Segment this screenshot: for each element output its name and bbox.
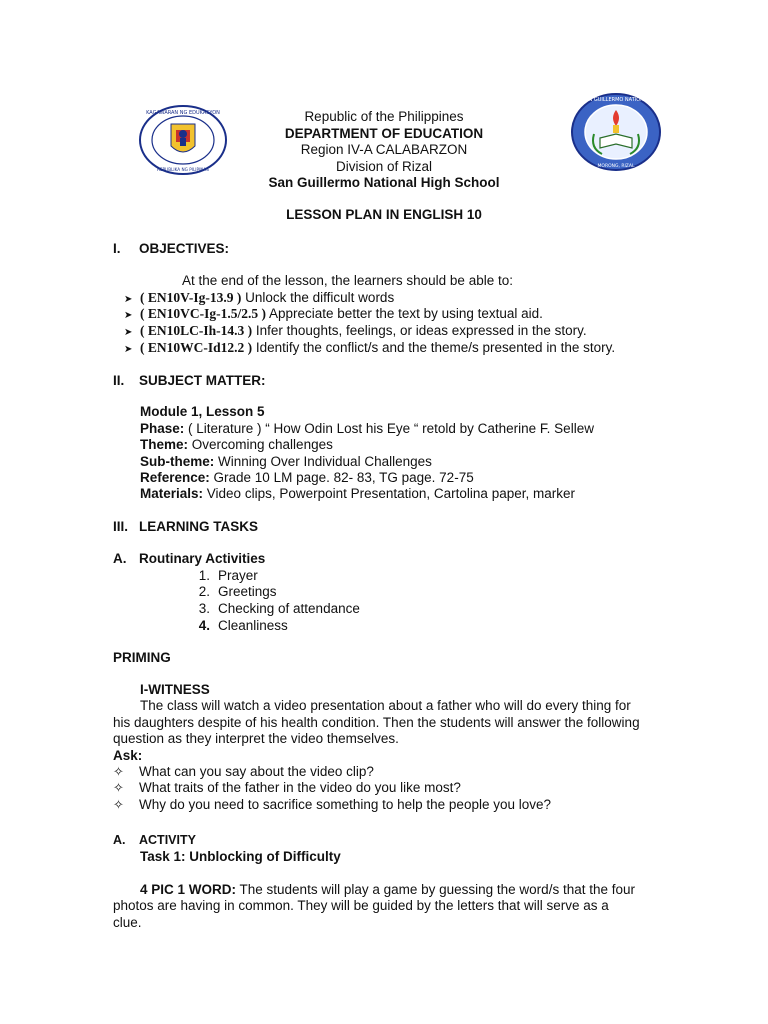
reference-label: Reference: <box>140 470 210 485</box>
subsection-letter: A. <box>113 551 127 566</box>
question-item <box>113 764 374 781</box>
arrow-bullet-icon: ➤ <box>124 344 133 355</box>
materials-label: Materials: <box>140 486 204 501</box>
arrow-bullet-icon: ➤ <box>124 294 133 305</box>
game-text-line: photos are having in common. They will be guided by the letters that will serve as a <box>113 898 609 913</box>
item-number: 1. <box>198 568 210 583</box>
section-title: SUBJECT MATTER: <box>139 373 266 388</box>
priming-text-line: The class will watch a video presentation about a father who will do every thing for <box>140 698 631 713</box>
item-number: 4. <box>198 618 210 633</box>
objective-text: Infer thoughts, feelings, or ideas expressed in the story. <box>252 323 587 338</box>
svg-text:KAGAWARAN NG EDUKASYON: KAGAWARAN NG EDUKASYON <box>146 110 220 116</box>
priming-text-line: question as they interpret the video themselves. <box>113 731 399 746</box>
theme-value: Overcoming challenges <box>188 437 333 452</box>
subsection-letter: A. <box>113 833 126 847</box>
diamond-bullet-icon: ✧ <box>113 780 124 795</box>
objectives-intro: At the end of the lesson, the learners should be able to: <box>182 273 513 288</box>
section-subject-matter-heading <box>113 373 266 390</box>
priming-text-line: his daughters despite of his health condition. Then the students will answer the following <box>113 715 640 730</box>
task-heading: Task 1: Unblocking of Difficulty <box>140 849 341 864</box>
objective-text: Identify the conflict/s and the theme/s presented in the story. <box>252 340 616 355</box>
diamond-bullet-icon: ✧ <box>113 764 124 779</box>
objective-code: ( EN10VC-Ig-1.5/2.5 ) <box>140 306 266 321</box>
svg-text:MORONG, RIZAL: MORONG, RIZAL <box>597 164 635 169</box>
objective-code: ( EN10LC-Ih-14.3 ) <box>140 323 253 338</box>
objective-text: Appreciate better the text by using textual aid. <box>266 306 543 321</box>
question-item <box>113 797 551 814</box>
document-header <box>200 109 568 192</box>
activity-heading <box>113 832 196 849</box>
game-text-line <box>140 882 635 899</box>
subtheme-label: Sub-theme: <box>140 454 215 469</box>
question-text: What traits of the father in the video do you like most? <box>139 780 461 795</box>
routinary-heading <box>113 551 265 568</box>
section-number: III. <box>113 519 129 534</box>
header-republic: Republic of the Philippines <box>304 109 464 124</box>
objective-code: ( EN10WC-Id12.2 ) <box>140 340 253 355</box>
item-number: 2. <box>198 584 210 599</box>
module-label: Module 1, Lesson 5 <box>140 404 265 419</box>
item-text: Cleanliness <box>218 618 288 633</box>
subsection-title: ACTIVITY <box>139 833 196 847</box>
subsection-title: Routinary Activities <box>139 551 266 566</box>
section-title: LEARNING TASKS <box>139 519 259 534</box>
theme-line <box>140 437 333 454</box>
ask-label: Ask: <box>113 748 143 763</box>
arrow-bullet-icon: ➤ <box>124 327 133 338</box>
header-region: Region IV-A CALABARZON <box>300 142 468 157</box>
reference-value: Grade 10 LM page. 82- 83, TG page. 72-75 <box>209 470 474 485</box>
priming-heading: PRIMING <box>113 650 171 665</box>
reference-line <box>140 470 474 487</box>
subtheme-value: Winning Over Individual Challenges <box>214 454 432 469</box>
item-text: Greetings <box>218 584 277 599</box>
phase-line <box>140 421 594 438</box>
question-item <box>113 780 461 797</box>
section-number: I. <box>113 241 121 256</box>
routinary-item <box>188 584 277 601</box>
objective-text: Unlock the difficult words <box>241 290 395 305</box>
objective-item <box>124 306 543 325</box>
phase-value: ( Literature ) “ How Odin Lost his Eye “ retold by Catherine F. Sellew <box>184 421 594 436</box>
routinary-item <box>188 601 360 618</box>
lesson-plan-title: LESSON PLAN IN ENGLISH 10 <box>286 207 482 222</box>
objective-item <box>124 323 587 342</box>
i-witness-heading: I-WITNESS <box>140 682 210 697</box>
objective-code: ( EN10V-Ig-13.9 ) <box>140 290 242 305</box>
school-seal-logo <box>570 92 662 172</box>
theme-label: Theme: <box>140 437 189 452</box>
routinary-item <box>188 568 258 585</box>
arrow-bullet-icon: ➤ <box>124 310 133 321</box>
objective-item <box>124 340 615 359</box>
header-school: San Guillermo National High School <box>268 175 500 190</box>
routinary-item <box>188 618 288 635</box>
svg-text:REPUBLIKA NG PILIPINAS: REPUBLIKA NG PILIPINAS <box>157 167 209 172</box>
item-number: 3. <box>198 601 210 616</box>
subtheme-line <box>140 454 432 471</box>
question-text: Why do you need to sacrifice something to help the people you love? <box>139 797 552 812</box>
game-label: 4 PIC 1 WORD: <box>140 882 237 897</box>
header-division: Division of Rizal <box>335 158 433 174</box>
section-number: II. <box>113 373 125 388</box>
header-department: DEPARTMENT OF EDUCATION <box>284 125 484 141</box>
materials-value: Video clips, Powerpoint Presentation, Cartolina paper, marker <box>203 486 575 501</box>
game-text: The students will play a game by guessing the word/s that the four <box>236 882 635 897</box>
section-learning-tasks-heading <box>113 519 258 536</box>
question-text: What can you say about the video clip? <box>139 764 374 779</box>
item-text: Prayer <box>218 568 258 583</box>
section-title: OBJECTIVES: <box>139 241 230 256</box>
materials-line <box>140 486 575 503</box>
game-text-line: clue. <box>113 915 142 930</box>
phase-label: Phase: <box>140 421 185 436</box>
svg-text:SAN GUILLERMO NATIONAL: SAN GUILLERMO NATIONAL <box>581 97 651 103</box>
diamond-bullet-icon: ✧ <box>113 797 124 812</box>
item-text: Checking of attendance <box>218 601 360 616</box>
section-objectives-heading <box>113 241 229 258</box>
